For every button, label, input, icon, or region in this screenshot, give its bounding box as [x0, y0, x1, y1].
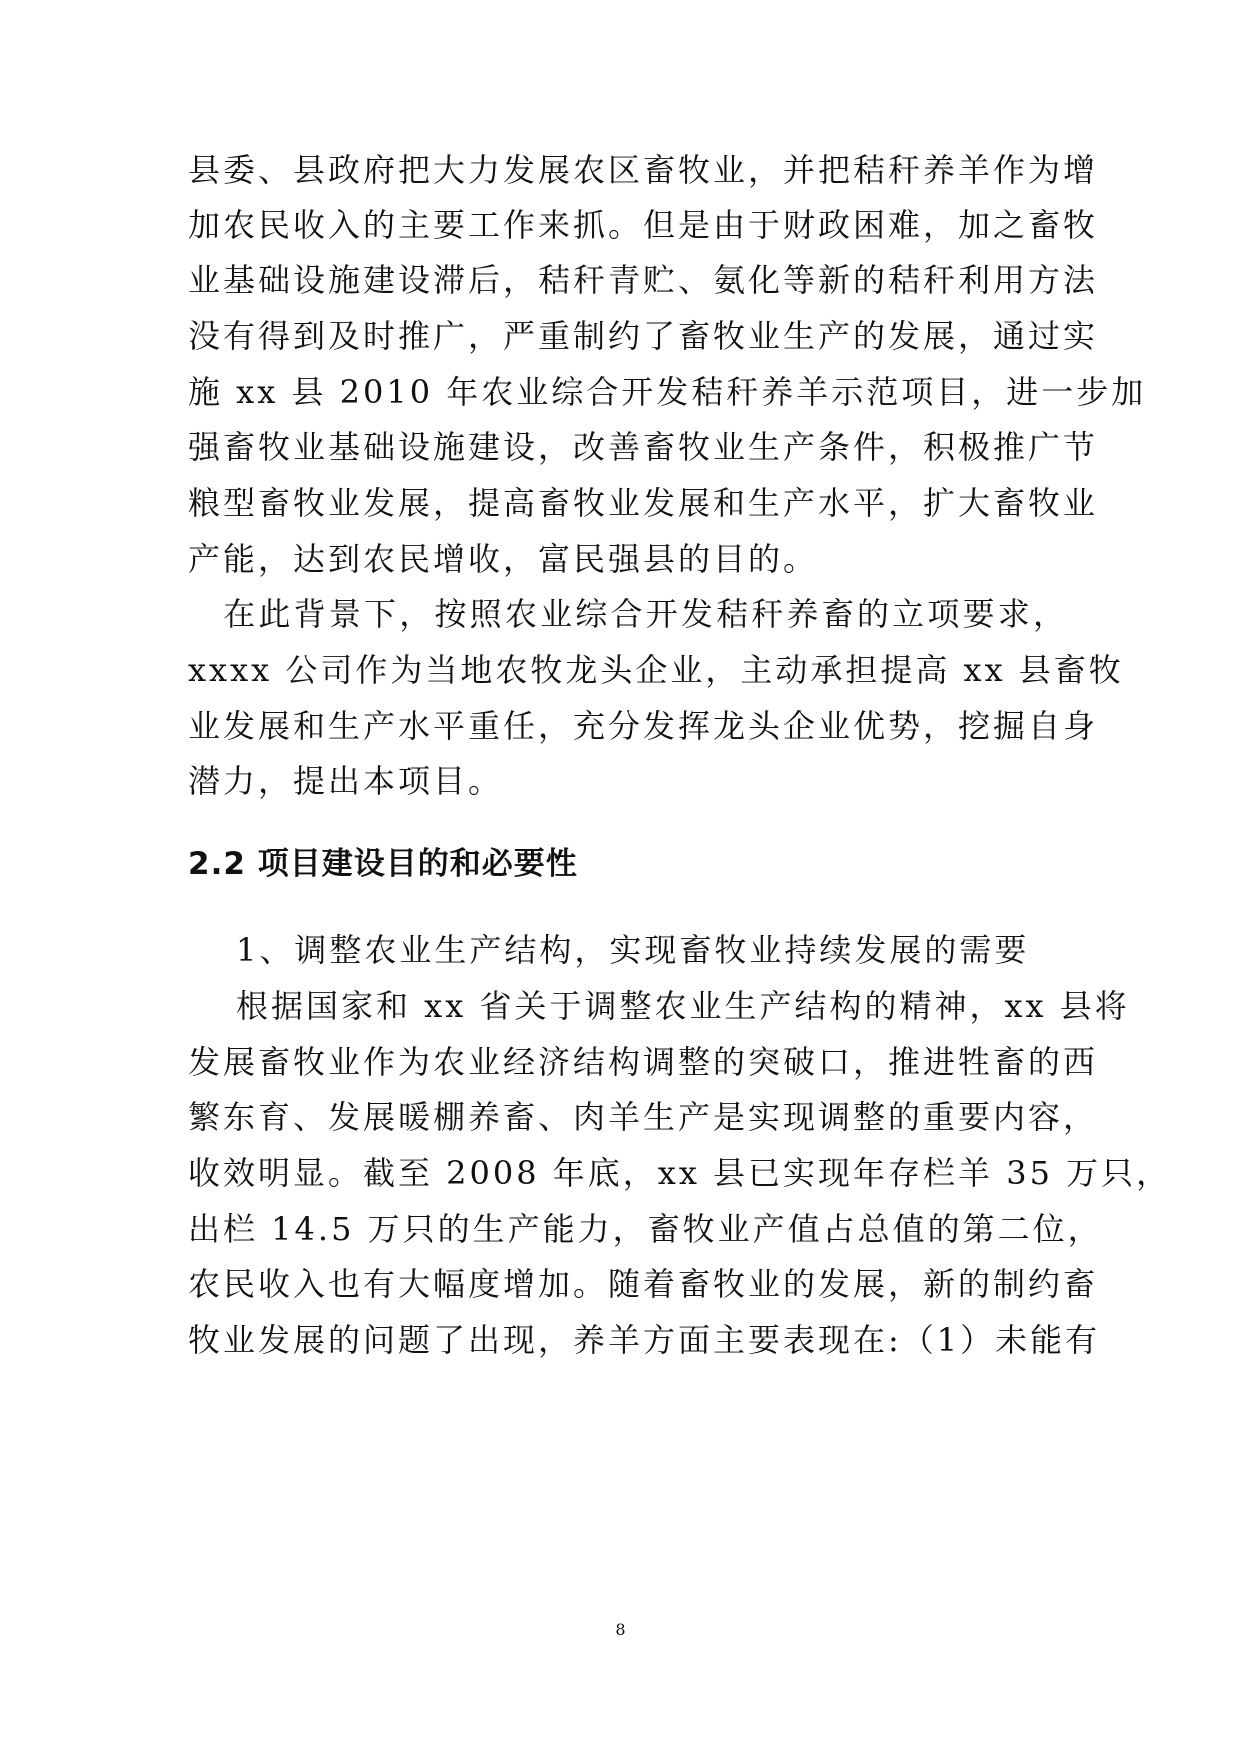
section-subheading: 1、调整农业生产结构，实现畜牧业持续发展的需要: [236, 931, 1030, 969]
page-number: 8: [615, 1620, 626, 1639]
section-line-2: 发展畜牧业作为农业经济结构调整的突破口，推进牲畜的西: [188, 1043, 1099, 1081]
paragraph-1-line-2: 加农民收入的主要工作来抓。但是由于财政困难，加之畜牧: [188, 206, 1099, 244]
section-line-6: 农民收入也有大幅度增加。随着畜牧业的发展，新的制约畜: [188, 1265, 1099, 1303]
paragraph-2-line-4: 潜力，提出本项目。: [188, 762, 504, 800]
paragraph-1-line-8: 产能，达到农民增收，富民强县的目的。: [188, 540, 819, 578]
section-line-5: 出栏 14.5 万只的生产能力，畜牧业产值占总值的第二位，: [188, 1210, 1103, 1248]
paragraph-1-line-3: 业基础设施建设滞后，秸秆青贮、氨化等新的秸秆利用方法: [188, 261, 1099, 299]
paragraph-1-line-5: 施 xx 县 2010 年农业综合开发秸秆养羊示范项目，进一步加: [188, 373, 1147, 411]
paragraph-1-line-7: 粮型畜牧业发展，提高畜牧业发展和生产水平，扩大畜牧业: [188, 484, 1099, 522]
paragraph-1-line-4: 没有得到及时推广，严重制约了畜牧业生产的发展，通过实: [188, 317, 1099, 355]
paragraph-2-line-3: 业发展和生产水平重任，充分发挥龙头企业优势，挖掘自身: [188, 707, 1099, 745]
paragraph-2-line-2: xxxx 公司作为当地农牧龙头企业，主动承担提高 xx 县畜牧: [188, 651, 1124, 689]
section-heading: 2.2 项目建设目的和必要性: [188, 846, 578, 882]
section-line-4: 收效明显。截至 2008 年底，xx 县已实现年存栏羊 35 万只，: [188, 1154, 1172, 1192]
section-line-1: 根据国家和 xx 省关于调整农业生产结构的精神，xx 县将: [236, 987, 1130, 1025]
paragraph-1-line-1: 县委、县政府把大力发展农区畜牧业，并把秸秆养羊作为增: [188, 151, 1099, 189]
section-line-7: 牧业发展的问题了出现，养羊方面主要表现在:（1）未能有: [188, 1321, 1101, 1359]
section-line-3: 繁东育、发展暖棚养畜、肉羊生产是实现调整的重要内容，: [188, 1098, 1099, 1136]
paragraph-2-line-1: 在此背景下，按照农业综合开发秸秆养畜的立项要求，: [188, 595, 1068, 633]
paragraph-1-line-6: 强畜牧业基础设施建设，改善畜牧业生产条件，积极推广节: [188, 428, 1099, 466]
